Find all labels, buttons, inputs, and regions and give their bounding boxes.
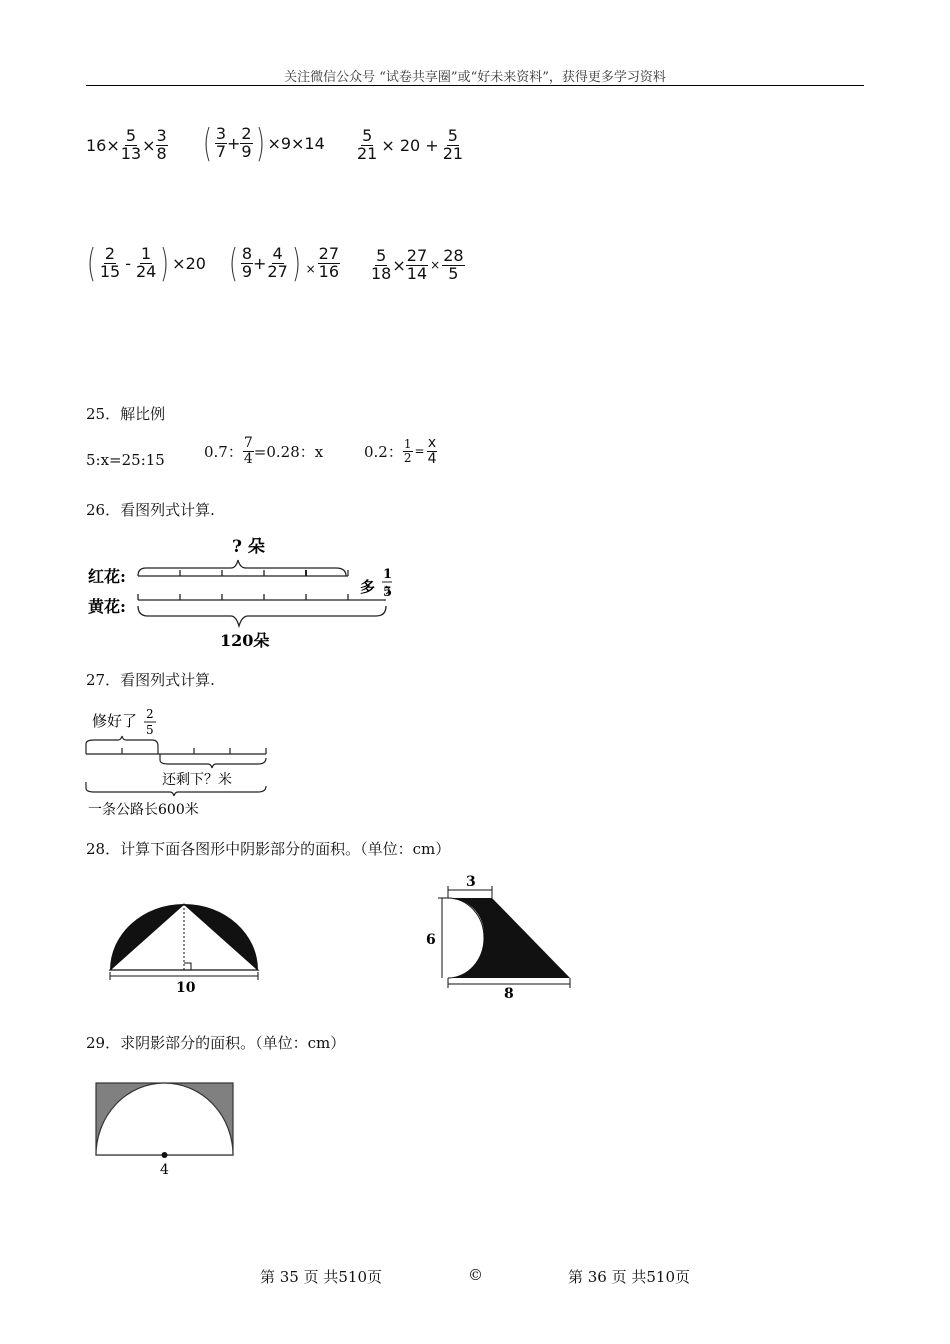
q27-title: 27．看图列式计算. [86, 671, 215, 689]
expr-tail: ×9×14 [267, 133, 325, 153]
q27-diagram [84, 702, 284, 822]
fraction: $\frac{1}{24}$ [135, 243, 157, 281]
total-brace [138, 606, 386, 626]
expr-r1-1 [86, 128, 168, 163]
fraction: $\frac{5}{18}$ [371, 246, 392, 283]
expr-r2-3 [370, 248, 465, 283]
fraction: $\frac{5}{21}$ [442, 126, 464, 163]
expr-r1-2 [200, 121, 325, 165]
page-header: 关注微信公众号 “试卷共享圈”或“好未来资料”，获得更多学习资料 [284, 70, 666, 85]
op-times: × [430, 258, 441, 273]
left-paren: ( [202, 121, 212, 165]
right-paren: ) [255, 121, 265, 165]
op-times: × [142, 135, 156, 155]
fraction: $\frac{3}{7}$ [215, 123, 227, 161]
yellow-label: 黄花: [88, 597, 126, 616]
fraction: $\frac{8}{9}$ [241, 243, 253, 281]
q25-title: 25．解比例 [86, 405, 166, 423]
q29-figure [94, 1080, 238, 1180]
expr-r2-1 [84, 241, 206, 285]
more-label: 多 [360, 578, 376, 596]
more-numerator: 1 [383, 567, 393, 582]
fixed-numerator: 2 [146, 707, 154, 721]
total-label: 120朵 [220, 631, 270, 650]
fraction: $\frac{27}{14}$ [406, 246, 428, 283]
bottom-label: 8 [504, 986, 514, 1000]
expr-number: 16 [86, 135, 107, 155]
op-plus: + [227, 133, 241, 153]
fraction: $\frac{2}{9}$ [241, 123, 252, 161]
op-minus: - [125, 253, 131, 273]
q28-title: 28．计算下面各图形中阴影部分的面积。（单位：cm） [86, 840, 451, 858]
footer-page-left: 第 35 页 共510页 [260, 1268, 383, 1286]
eq-part: 0.7： [204, 442, 243, 461]
red-brace [138, 560, 346, 576]
fixed-denominator: 5 [146, 723, 154, 737]
remain-brace [160, 754, 266, 768]
more-denominator: 5 [383, 585, 393, 600]
fixed-label: 修好了 [92, 712, 138, 730]
fraction: $\frac{4}{27}$ [267, 243, 288, 281]
right-paren: ) [160, 241, 170, 285]
radius-label: 4 [160, 1162, 169, 1178]
red-label: 红花: [88, 567, 126, 586]
q28-figure-trapezoid [422, 872, 582, 1000]
expr-r2-2 [226, 241, 340, 285]
expr-r1-3 [356, 128, 464, 163]
q28-figure-semicircle [104, 896, 270, 996]
footer-copyright: © [468, 1266, 483, 1284]
eq-part: 0.2： [364, 442, 403, 461]
fraction: $\frac{7}{4}$ [243, 435, 253, 467]
q26-diagram [86, 530, 406, 655]
fraction: $\frac{3}{8}$ [156, 126, 167, 163]
left-paren: ( [86, 241, 96, 285]
q25-eq2 [204, 436, 323, 466]
right-paren: ) [291, 241, 301, 285]
footer-page-right: 第 36 页 共510页 [568, 1268, 691, 1286]
op-times: × [106, 135, 120, 155]
remain-label: 还剩下？米 [162, 772, 232, 788]
total-label: 一条公路长600米 [88, 802, 199, 818]
q25-eq3 [364, 436, 437, 466]
eq-part: = [414, 444, 425, 459]
q25-eq1: 5:x=25:15 [86, 451, 165, 469]
expr-mid: × 20 + [381, 135, 439, 155]
fraction: $\frac{28}{5}$ [443, 246, 464, 283]
fraction: $\frac{5}{21}$ [357, 126, 378, 163]
fraction: $\frac{2}{15}$ [99, 243, 121, 281]
q29-title: 29．求阴影部分的面积。（单位：cm） [86, 1034, 346, 1052]
header-rule [86, 85, 864, 86]
q26-title: 26．看图列式计算. [86, 501, 215, 519]
op-plus: + [253, 253, 267, 273]
top-label: 3 [466, 874, 476, 890]
fraction: $\frac{5}{13}$ [120, 126, 142, 163]
center-dot [162, 1152, 168, 1158]
side-label: 6 [426, 932, 436, 948]
question-label: ? 朵 [232, 537, 265, 557]
eq-part: =0.28：x [253, 442, 324, 461]
expr-tail: ×20 [172, 253, 206, 273]
op-times: × [305, 262, 316, 276]
op-times: × [392, 255, 406, 275]
fraction: $\frac{27}{16}$ [318, 243, 340, 281]
left-paren: ( [228, 241, 238, 285]
base-label: 10 [176, 980, 196, 996]
fraction: $\frac{x}{4}$ [427, 435, 437, 467]
fraction: $\frac{1}{2}$ [403, 437, 412, 465]
